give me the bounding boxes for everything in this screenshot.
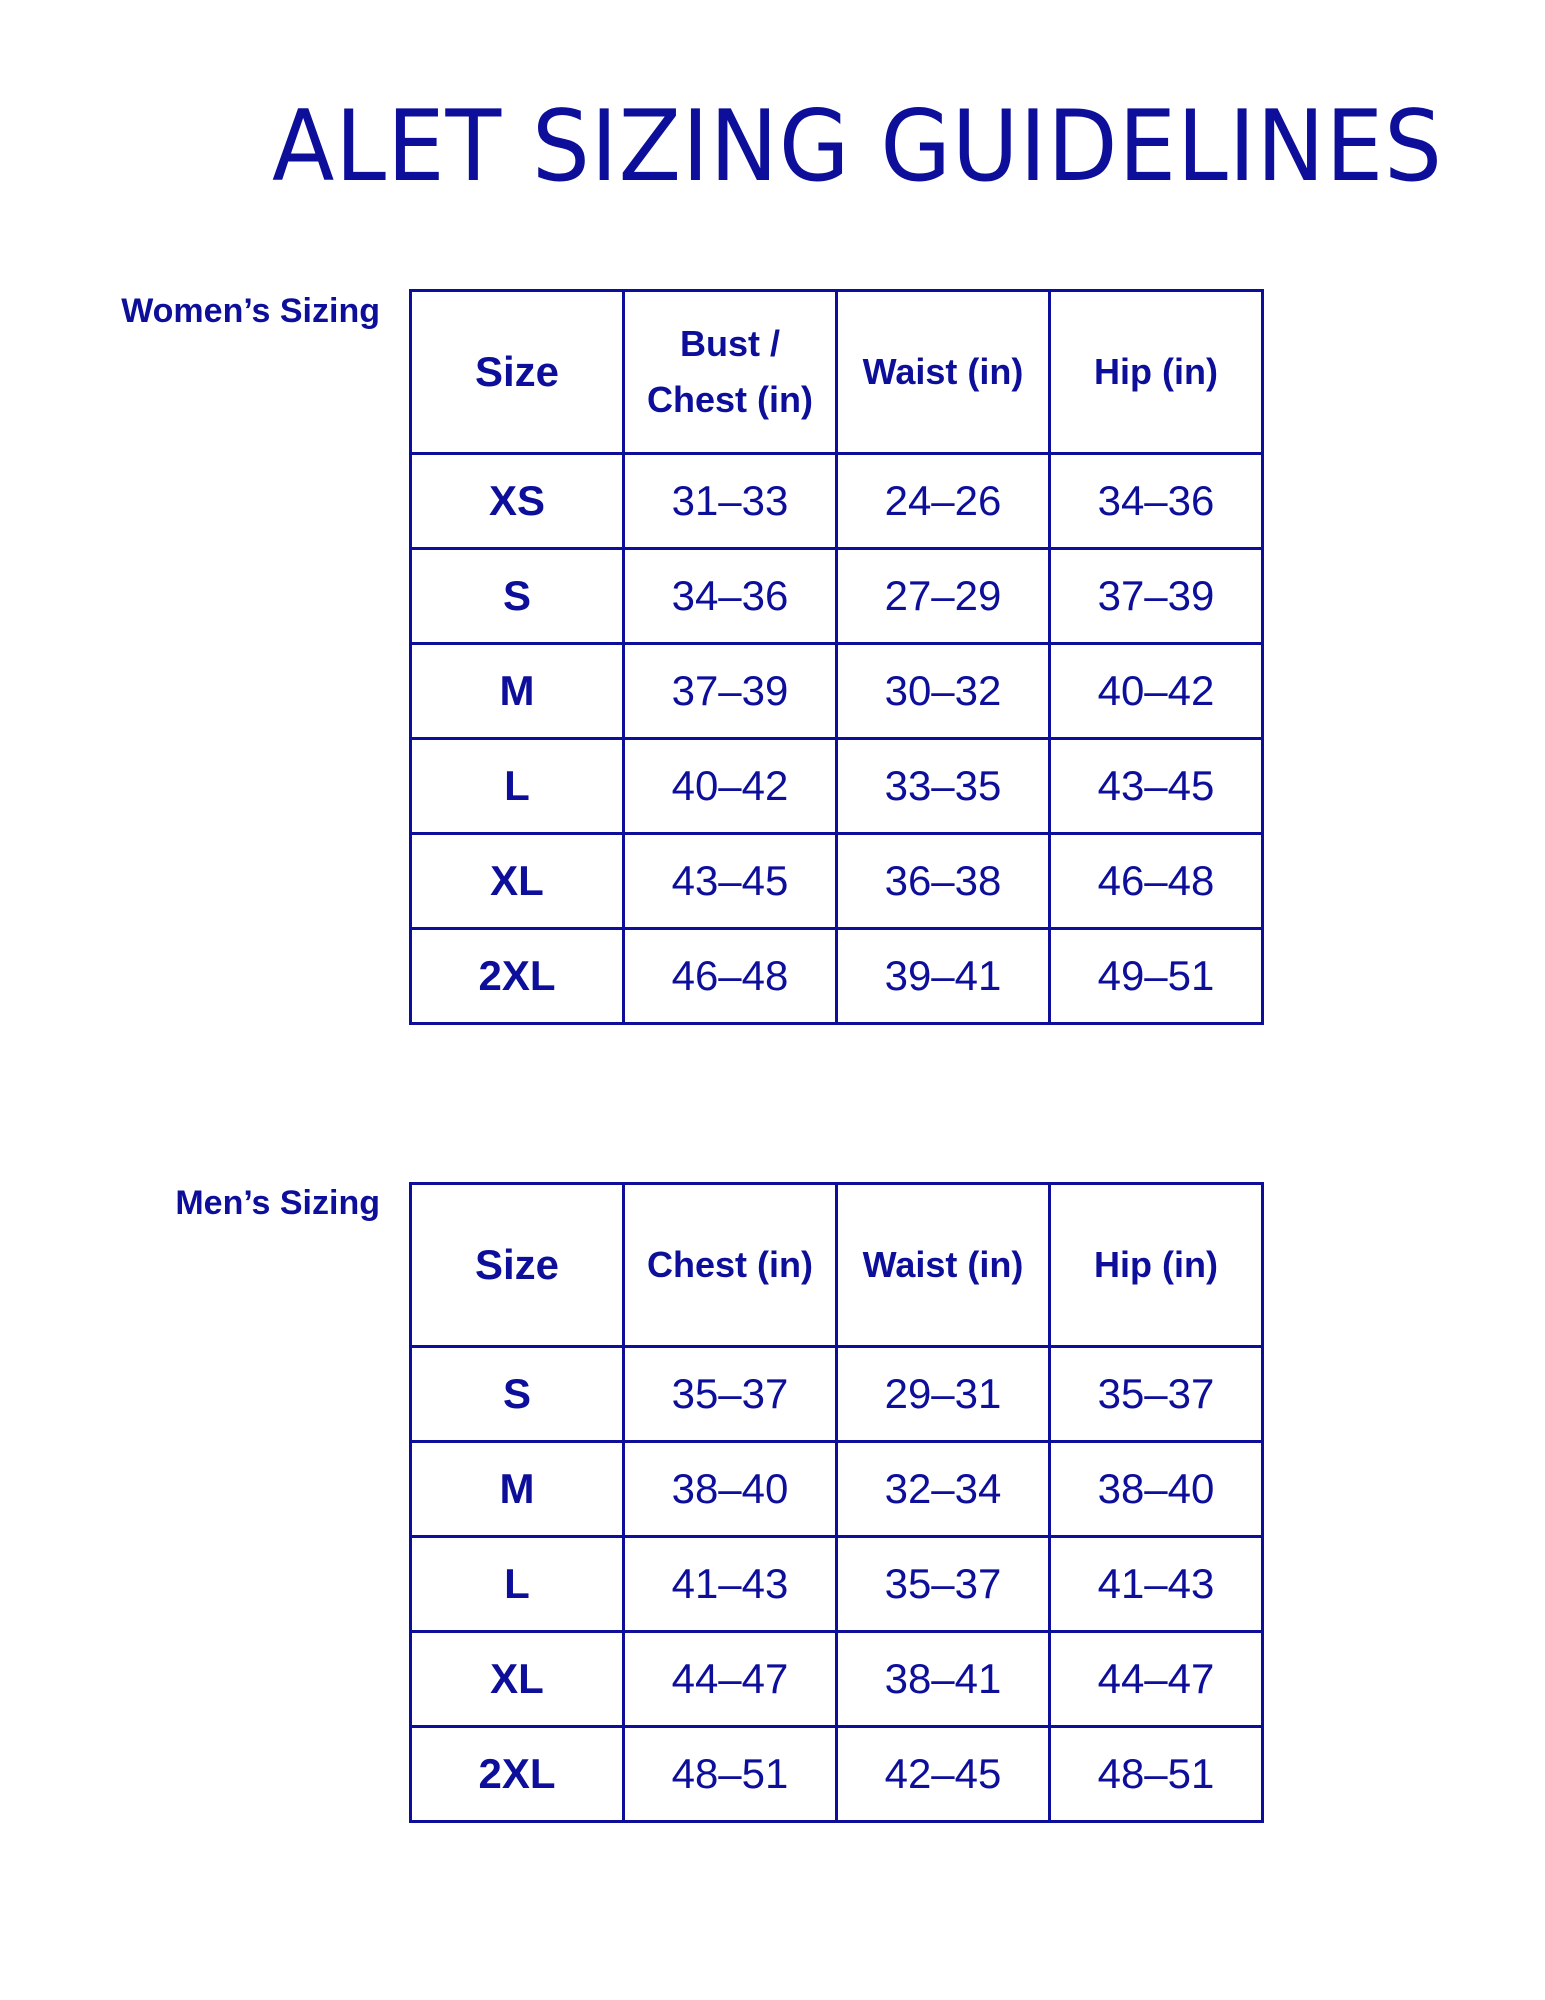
table-row [411,1442,1263,1537]
chest-cell: 48–51 [624,1727,837,1822]
table-row [411,834,1263,929]
chest-cell: 35–37 [624,1347,837,1442]
bust-chest-cell: 40–42 [624,739,837,834]
column-header-hip: Hip (in) [1050,1184,1263,1347]
hip-cell: 46–48 [1050,834,1263,929]
hip-cell: 40–42 [1050,644,1263,739]
size-cell: M [411,644,624,739]
table-row [411,549,1263,644]
waist-cell: 39–41 [837,929,1050,1024]
column-header-bust-chest [624,291,837,454]
size-cell: XS [411,454,624,549]
bust-chest-cell: 34–36 [624,549,837,644]
table-row [411,454,1263,549]
waist-cell: 24–26 [837,454,1050,549]
hip-cell: 49–51 [1050,929,1263,1024]
column-header-bust-chest-line: Bust / Chest (in) [647,323,813,420]
table-row [411,1347,1263,1442]
column-header-hip: Hip (in) [1050,291,1263,454]
table-row [411,1727,1263,1822]
table-header-row [411,291,1263,454]
column-header-waist: Waist (in) [837,1184,1050,1347]
size-cell: 2XL [411,1727,624,1822]
chest-cell: 44–47 [624,1632,837,1727]
size-cell: XL [411,1632,624,1727]
waist-cell: 38–41 [837,1632,1050,1727]
size-cell: XL [411,834,624,929]
mens-sizing-label: Men’s Sizing [175,1184,380,1222]
hip-cell: 38–40 [1050,1442,1263,1537]
waist-cell: 29–31 [837,1347,1050,1442]
table-row [411,929,1263,1024]
bust-chest-cell: 43–45 [624,834,837,929]
table-row [411,1537,1263,1632]
hip-cell: 37–39 [1050,549,1263,644]
hip-cell: 44–47 [1050,1632,1263,1727]
bust-chest-cell: 46–48 [624,929,837,1024]
waist-cell: 32–34 [837,1442,1050,1537]
table-header-row [411,1184,1263,1347]
waist-cell: 27–29 [837,549,1050,644]
hip-cell: 34–36 [1050,454,1263,549]
size-cell: S [411,549,624,644]
bust-chest-cell: 31–33 [624,454,837,549]
waist-cell: 36–38 [837,834,1050,929]
size-cell: L [411,1537,624,1632]
mens-sizing-table [409,1182,1264,1823]
column-header-waist: Waist (in) [837,291,1050,454]
bust-chest-cell: 37–39 [624,644,837,739]
hip-cell: 48–51 [1050,1727,1263,1822]
waist-cell: 35–37 [837,1537,1050,1632]
chest-cell: 41–43 [624,1537,837,1632]
hip-cell: 35–37 [1050,1347,1263,1442]
page-title: ALET SIZING GUIDELINES [272,90,1443,204]
waist-cell: 33–35 [837,739,1050,834]
womens-sizing-label: Women’s Sizing [121,292,380,330]
table-row [411,1632,1263,1727]
size-cell: 2XL [411,929,624,1024]
hip-cell: 41–43 [1050,1537,1263,1632]
hip-cell: 43–45 [1050,739,1263,834]
womens-sizing-table [409,289,1264,1025]
size-cell: L [411,739,624,834]
table-row [411,644,1263,739]
column-header-size: Size [411,291,624,454]
column-header-size: Size [411,1184,624,1347]
waist-cell: 30–32 [837,644,1050,739]
size-cell: S [411,1347,624,1442]
chest-cell: 38–40 [624,1442,837,1537]
size-cell: M [411,1442,624,1537]
waist-cell: 42–45 [837,1727,1050,1822]
column-header-chest: Chest (in) [624,1184,837,1347]
table-row [411,739,1263,834]
